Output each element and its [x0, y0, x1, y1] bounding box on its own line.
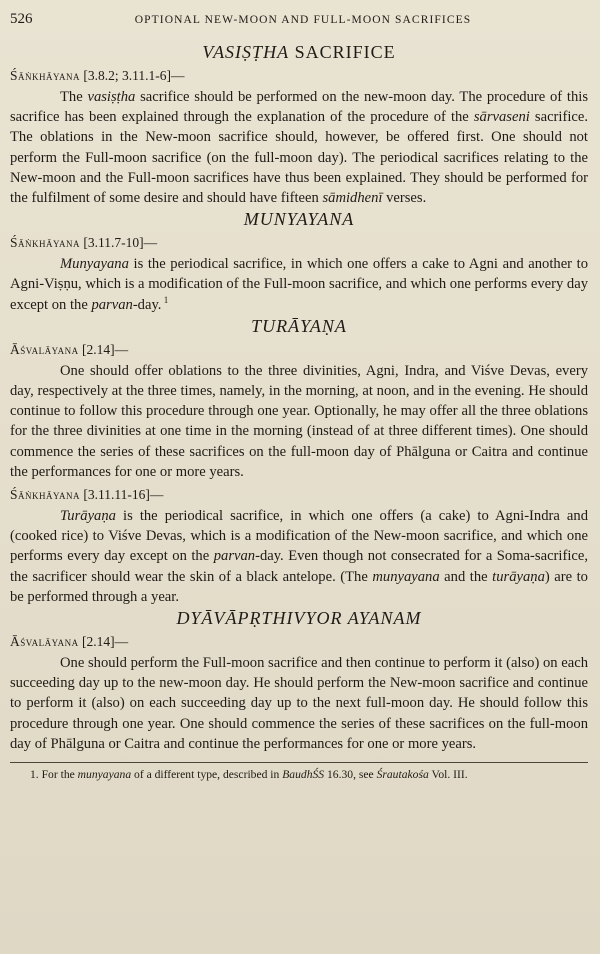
section-title-italic: TURĀYAṆA [251, 315, 347, 336]
italic-term: sārvaseni [473, 109, 530, 126]
italic-term: munyayana [77, 768, 132, 782]
text-run: Vol. III. [428, 768, 468, 782]
source-ref: [3.11.7-10]— [80, 235, 158, 251]
section-title [10, 41, 588, 63]
text-run: ) are to be performed through a year. [10, 568, 588, 605]
footnote [10, 767, 588, 782]
source-reference [10, 66, 588, 86]
source-ref: [3.8.2; 3.11.1-6]— [80, 68, 185, 83]
text-run: and the [439, 568, 493, 585]
running-title: OPTIONAL NEW-MOON AND FULL-MOON SACRIFICES [134, 14, 472, 26]
italic-term: munyayana [372, 568, 440, 585]
source-school: Āśvalāyana [10, 634, 79, 650]
text-run: One should offer oblations to the three divinities, Agni, Indra, and Viśve Devas, every day, respectively at the three times, namely, in the morning, at noon, and in the evening. He should continue to follow this procedure through one year. Optionally, he may offer all the three oblations for the three divinities at one time in the morning (instead of at three different times). One should commence the series of these sacrifices on the full-moon day of Phālguna or Caitra and continue the performances for one or more years. [10, 362, 588, 480]
source-ref: [2.14]— [78, 634, 129, 650]
italic-term: vasiṣṭha [87, 89, 136, 105]
text-run: sacrifice. The oblations in the New-moon sacrifice should, however, be offered first. One should not perform the Full-moon sacrifice (on the full-moon day). The periodical sacrifices relating to the New-moon and the Full-moon sacrifices have thus been explained. They should be performed for the fulfilment of some desire and should have fifteen [10, 109, 588, 207]
section-title [10, 208, 588, 230]
text-run: of a different type, described in [131, 768, 283, 782]
source-school: Śāṅkhāyana [10, 487, 81, 503]
section-title-italic: MUNYAYANA [243, 209, 355, 230]
source-ref: [3.11.11-16]— [80, 487, 164, 503]
text-run: -day. [132, 296, 162, 313]
italic-term: parvan [91, 296, 133, 313]
text-run: 1. For the [30, 768, 78, 782]
source-school: Śāṅkhāyana [10, 68, 81, 83]
running-head [10, 10, 588, 29]
text-run: is the periodical sacrifice, in which one offers (a cake) to Agni-Indra and (cooked rice) to Viśve Devas, which is a modification of the New-moon sacrifice, and which one performs every day except on the [10, 508, 588, 565]
footnote-rule [10, 762, 588, 763]
paragraph [10, 254, 588, 315]
paragraph [10, 361, 588, 482]
section-title [10, 607, 588, 629]
text-run: is the periodical sacrifice, in which one offers a cake to Agni and another to Agni-Viṣṇu, which is a modification of the Full-moon sacrifice, and which one performs every day except on the [10, 256, 588, 313]
italic-term: Turāyaṇa [60, 508, 116, 525]
paragraph [10, 87, 588, 208]
source-school: Āśvalāyana [10, 341, 79, 357]
italic-term: Munyayana [60, 256, 129, 273]
paragraph [10, 653, 588, 754]
italic-term: parvan [213, 548, 256, 565]
footnote-mark: 1 [161, 294, 169, 305]
section-title [10, 315, 588, 337]
text-run: verses. [382, 190, 427, 207]
text-run: One should perform the Full-moon sacrifice and then continue to perform it (also) on each succeeding day up to the new-moon day. He should perform the New-moon sacrifice and continue to perform it (also) on each succeeding day up to the next full-moon day. He should follow this procedure through one year. One should commence the series of these sacrifices on the full-moon day of Phālguna or Caitra and continue the performances for one or more years. [10, 655, 588, 752]
section-title-rest: SACRIFICE [289, 42, 396, 62]
italic-term: BaudhŚS [282, 768, 325, 782]
text-run: sacrifice should be performed on the new-moon day. The procedure of this sacrifice has been explained through the explanation of the procedure of the [10, 89, 588, 126]
page-body [10, 41, 588, 754]
source-reference [10, 340, 588, 360]
source-school: Śāṅkhāyana [10, 235, 81, 251]
source-reference [10, 485, 588, 505]
source-reference [10, 632, 588, 652]
paragraph [10, 506, 588, 607]
italic-term: sāmidhenī [322, 190, 383, 207]
section-title-italic: VASIṢṬHA [202, 42, 290, 62]
page-number: 526 [10, 11, 33, 27]
italic-term: Śrautakośa [376, 768, 429, 782]
text-run: The [60, 89, 88, 105]
source-reference [10, 233, 588, 253]
section-title-italic: DYĀVĀPṚTHIVYOR AYANAM [176, 608, 422, 629]
text-run: 16.30, see [324, 768, 377, 782]
text-run: -day. Even though not consecrated for a Soma-sacrifice, the sacrificer should wear the skin of a black antelope. (The [10, 548, 588, 585]
source-ref: [2.14]— [78, 341, 129, 357]
italic-term: turāyaṇa [492, 568, 545, 585]
